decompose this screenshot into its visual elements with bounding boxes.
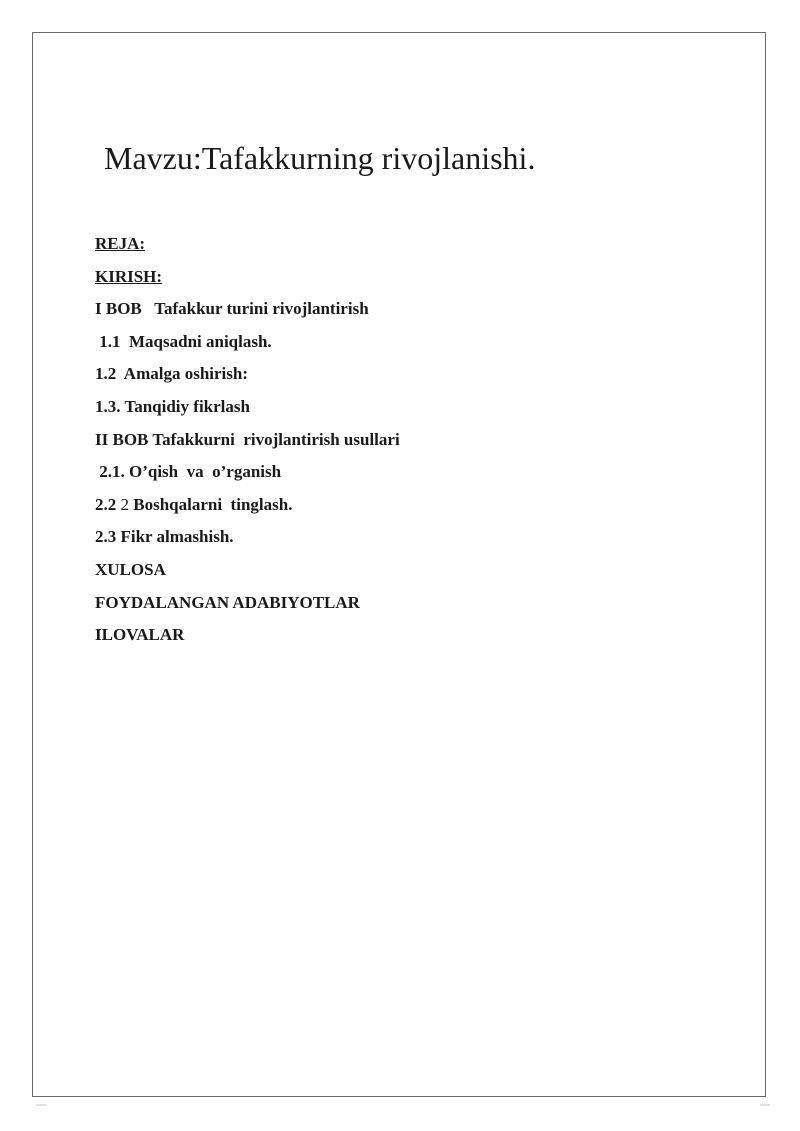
section-2-2-extra: 2 bbox=[120, 494, 129, 514]
section-2-1: 2.1. O’qish va o’rganish bbox=[95, 462, 282, 482]
page-corner-mark bbox=[760, 1104, 770, 1106]
introduction-heading: KIRISH: bbox=[95, 266, 163, 286]
section-2-3: 2.3 Fikr almashish. bbox=[95, 527, 234, 547]
section-1-3: 1.3. Tanqidiy fikrlash bbox=[95, 396, 250, 416]
plan-heading: REJA: bbox=[95, 234, 146, 253]
section-1-2: 1.2 Amalga oshirish: bbox=[95, 364, 249, 384]
table-of-contents bbox=[95, 228, 400, 652]
chapter-2-title: II BOB Tafakkurni rivojlantirish usullari bbox=[95, 429, 400, 449]
page-corner-mark bbox=[36, 1104, 46, 1106]
section-2-2-number: 2.2 bbox=[95, 494, 117, 514]
section-2-2-text: Boshqalarni tinglash. bbox=[133, 494, 293, 514]
references-heading: FOYDALANGAN ADABIYOTLAR bbox=[95, 592, 360, 612]
section-1-1: 1.1 Maqsadni aniqlash. bbox=[95, 331, 272, 351]
chapter-1-title: I BOB Tafakkur turini rivojlantirish bbox=[95, 299, 369, 319]
section-2-2 bbox=[95, 489, 400, 522]
conclusion-heading: XULOSA bbox=[95, 559, 166, 579]
appendices-heading: ILOVALAR bbox=[95, 625, 185, 645]
document-title: Mavzu:Tafakkurning rivojlanishi. bbox=[104, 140, 536, 176]
